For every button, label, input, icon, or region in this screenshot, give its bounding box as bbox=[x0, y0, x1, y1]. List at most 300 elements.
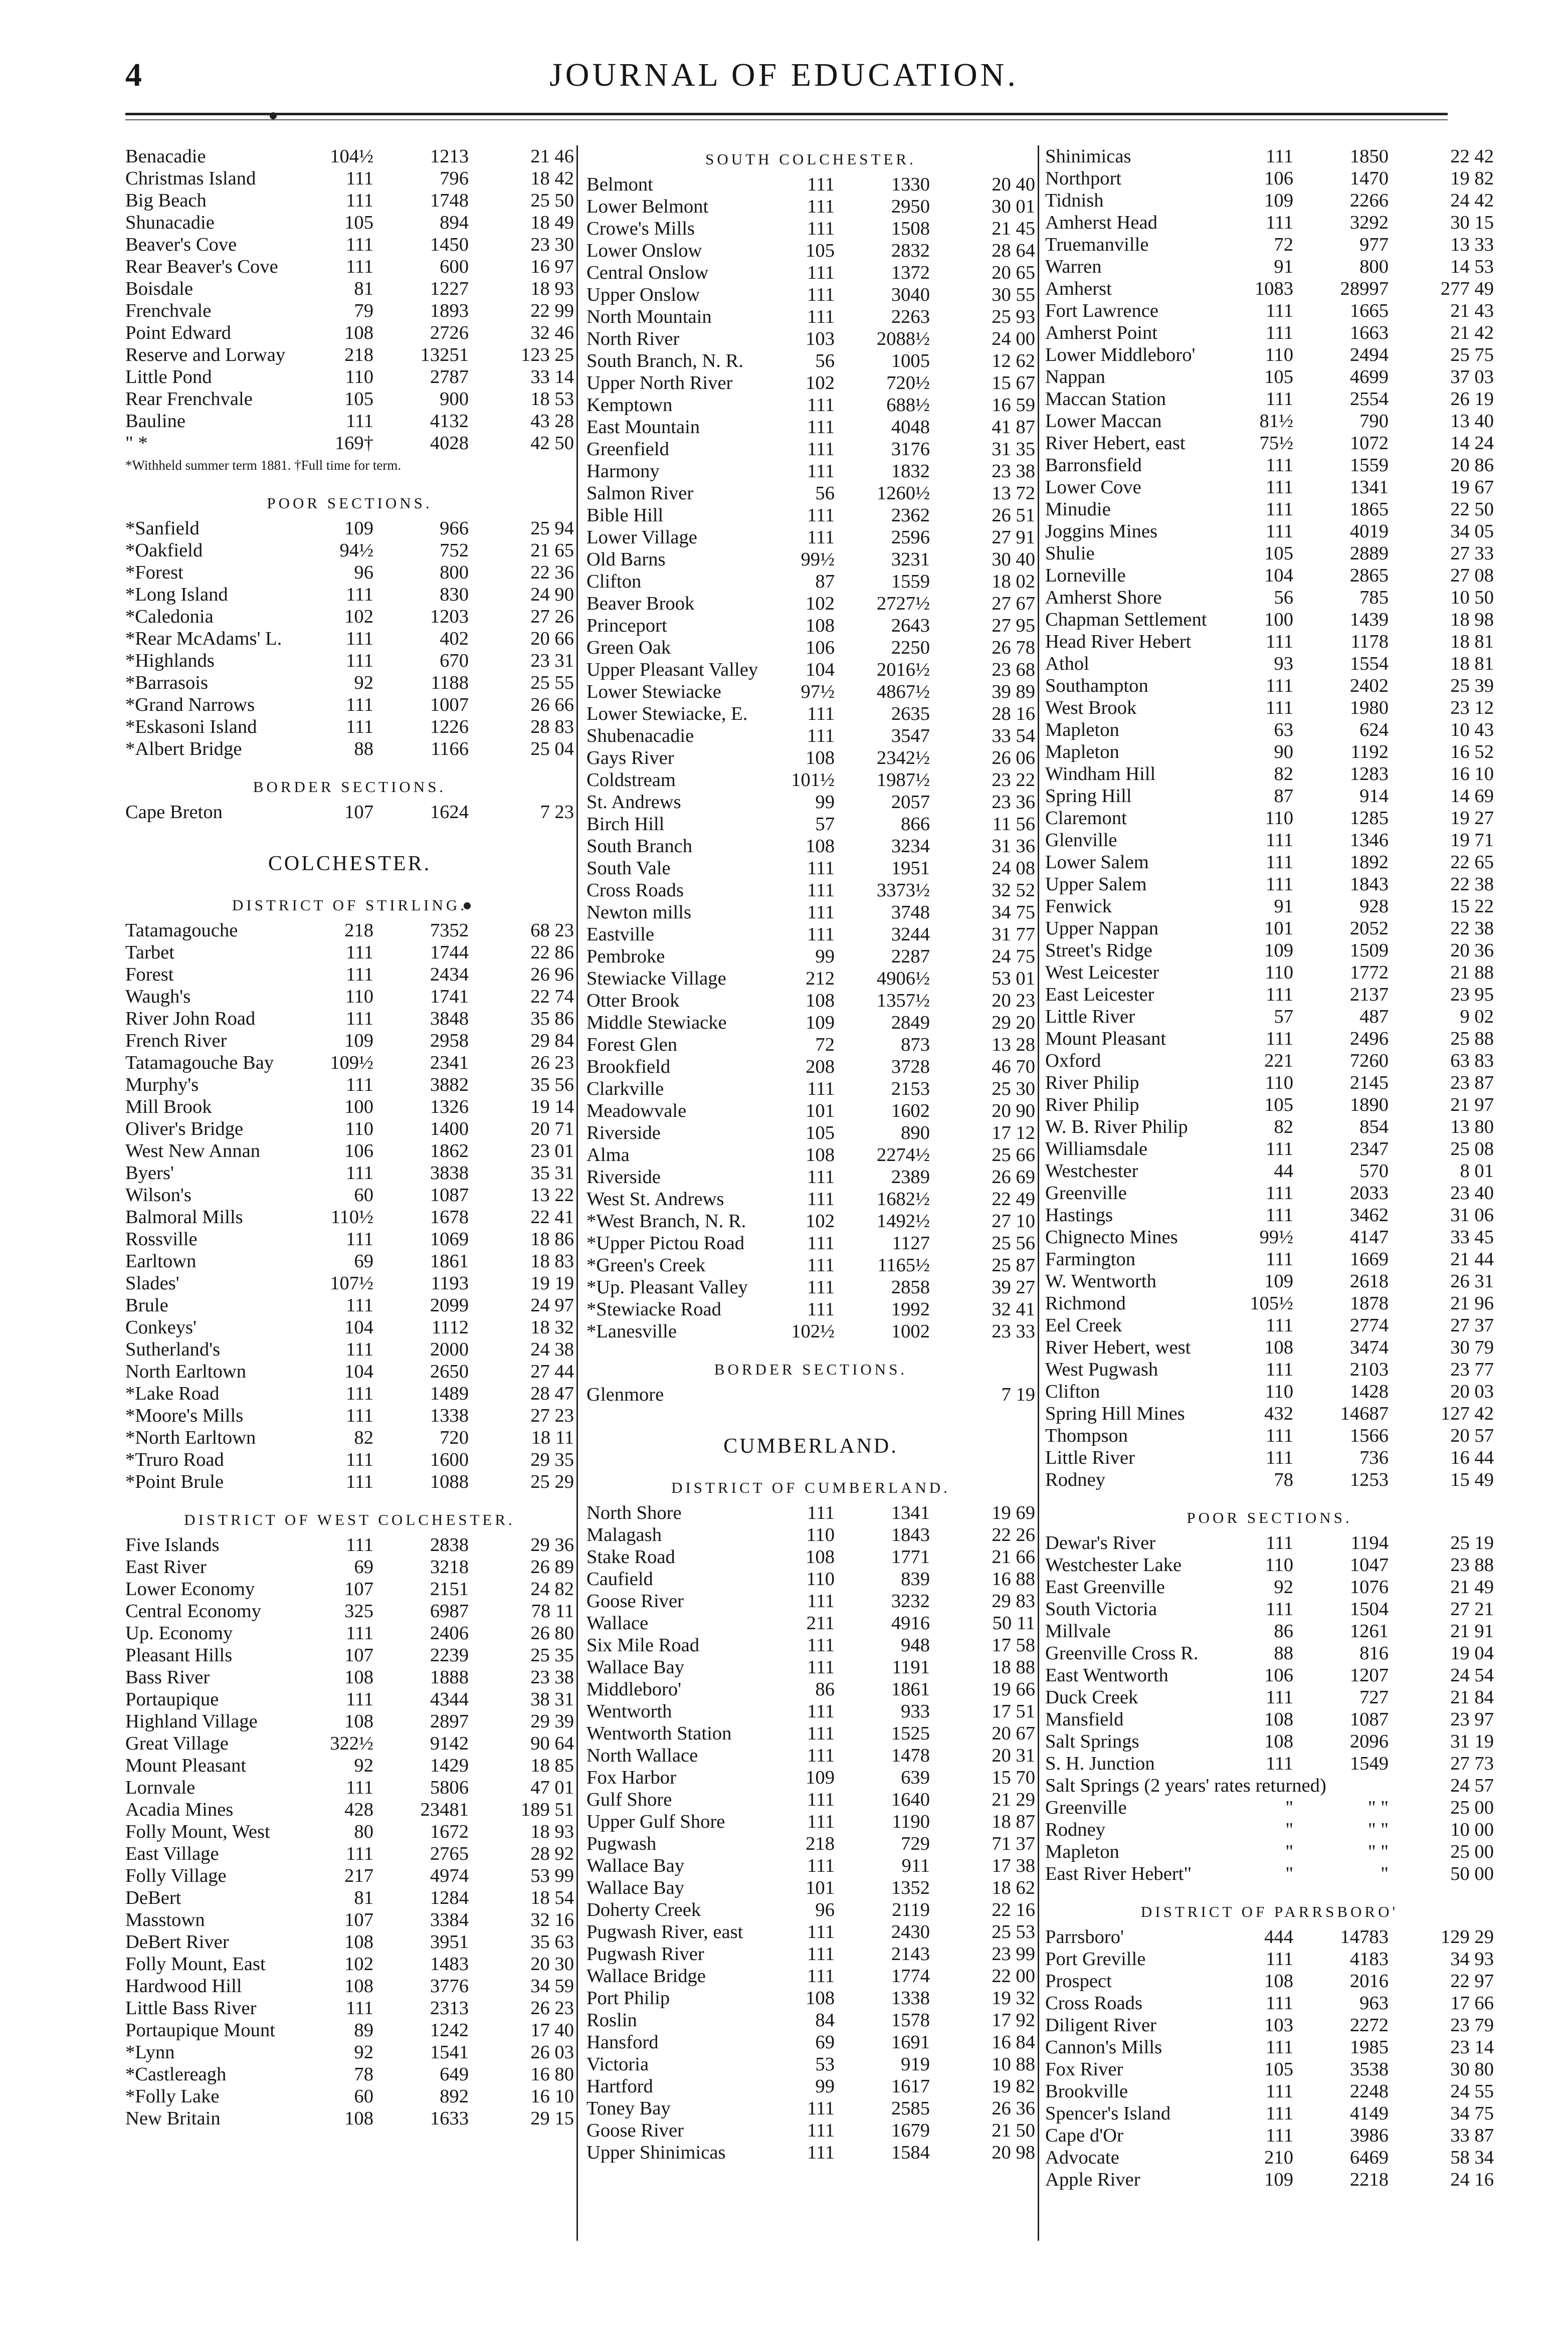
grant-amount: 16 97 bbox=[530, 256, 574, 277]
spacer bbox=[125, 760, 574, 773]
grant-amount: 16 88 bbox=[992, 1569, 1035, 1590]
days-taught: 111 bbox=[807, 1078, 835, 1099]
section-name: East River Hebert" bbox=[1045, 1863, 1192, 1884]
section-name: Lower Maccan bbox=[1045, 411, 1162, 432]
days-taught: 111 bbox=[1265, 1315, 1293, 1336]
attendance: 3232 bbox=[891, 1591, 930, 1612]
days-taught: 217 bbox=[344, 1865, 373, 1886]
grant-amount: 24 38 bbox=[530, 1339, 574, 1360]
table-row bbox=[1045, 1182, 1494, 1204]
section-name: Shulie bbox=[1045, 543, 1095, 564]
grant-amount: 35 86 bbox=[530, 1008, 574, 1029]
attendance: 1483 bbox=[430, 1954, 469, 1975]
attendance: 1890 bbox=[1349, 1094, 1389, 1115]
attendance: 1492½ bbox=[876, 1211, 930, 1232]
grant-amount: 277 49 bbox=[1440, 278, 1494, 299]
days-taught: 111 bbox=[1265, 984, 1293, 1005]
section-name: Glenmore bbox=[586, 1384, 664, 1405]
days-taught: 82 bbox=[354, 1427, 373, 1448]
section-name: Fox River bbox=[1045, 2059, 1123, 2080]
section-name: Forest bbox=[125, 964, 174, 985]
grant-amount: 22 49 bbox=[992, 1189, 1035, 1210]
section-name: South Vale bbox=[586, 858, 671, 879]
section-name: Hastings bbox=[1045, 1205, 1113, 1226]
days-taught: 108 bbox=[806, 615, 835, 636]
section-name: S. H. Junction bbox=[1045, 1753, 1155, 1774]
attendance: 966 bbox=[440, 518, 469, 539]
days-taught: 105 bbox=[1264, 366, 1293, 387]
days-taught: 111 bbox=[345, 1074, 373, 1095]
grant-amount: 18 83 bbox=[530, 1251, 574, 1272]
table-row bbox=[586, 1568, 1035, 1590]
attendance: " " bbox=[1367, 1819, 1389, 1840]
days-taught: 111 bbox=[807, 1789, 835, 1810]
table-row bbox=[125, 1316, 574, 1338]
section-name: Cape Breton bbox=[125, 802, 223, 823]
section-name: Wilson's bbox=[125, 1185, 191, 1206]
days-taught: 94½ bbox=[339, 540, 373, 561]
attendance: 6987 bbox=[430, 1601, 469, 1622]
section-name: Port Greville bbox=[1045, 1949, 1146, 1970]
days-taught: 108 bbox=[806, 747, 835, 768]
grant-amount: 21 46 bbox=[530, 146, 574, 167]
section-name: Mansfield bbox=[1045, 1709, 1124, 1730]
grant-amount: 35 56 bbox=[530, 1074, 574, 1095]
journal-title: JOURNAL OF EDUCATION. bbox=[549, 57, 1019, 93]
table-row bbox=[586, 1078, 1035, 1100]
attendance: 1372 bbox=[891, 262, 930, 283]
grant-amount: 23 40 bbox=[1450, 1183, 1494, 1204]
days-taught: 111 bbox=[807, 1277, 835, 1298]
days-taught: 78 bbox=[354, 2064, 373, 2085]
section-name: Prospect bbox=[1045, 1971, 1112, 1992]
table-row bbox=[125, 1997, 574, 2019]
grant-amount: 12 62 bbox=[992, 350, 1035, 371]
grant-amount: 29 20 bbox=[992, 1012, 1035, 1033]
attendance: 933 bbox=[901, 1701, 930, 1722]
table-row bbox=[125, 1184, 574, 1206]
section-name: South Branch bbox=[586, 836, 693, 857]
section-name: *Forest bbox=[125, 562, 183, 583]
section-name: Hardwood Hill bbox=[125, 1976, 242, 1997]
days-taught: 56 bbox=[815, 350, 835, 371]
section-name: *Caledonia bbox=[125, 606, 214, 627]
attendance: 3474 bbox=[1349, 1337, 1389, 1358]
section-name: Spring Hill bbox=[1045, 786, 1132, 807]
section-name: Williamsdale bbox=[1045, 1138, 1148, 1159]
attendance: 3373½ bbox=[876, 880, 930, 901]
section-name: Parrsboro' bbox=[1045, 1926, 1124, 1948]
attendance: 1165½ bbox=[877, 1255, 930, 1276]
section-name: South Branch, N. R. bbox=[586, 350, 743, 371]
grant-amount: 21 44 bbox=[1450, 1249, 1494, 1270]
attendance: 1843 bbox=[1349, 874, 1389, 895]
grant-amount: 18 98 bbox=[1450, 609, 1494, 630]
grant-amount: 33 14 bbox=[530, 366, 574, 387]
grant-amount: 18 85 bbox=[530, 1755, 574, 1776]
table-row bbox=[586, 879, 1035, 901]
attendance: 6469 bbox=[1349, 2147, 1389, 2168]
attendance: 7260 bbox=[1349, 1050, 1389, 1071]
grant-amount: 28 92 bbox=[530, 1843, 574, 1864]
attendance: 1980 bbox=[1349, 697, 1389, 718]
grant-amount: 26 19 bbox=[1450, 389, 1494, 410]
column-divider bbox=[1038, 145, 1039, 2241]
days-taught: 92 bbox=[354, 2042, 373, 2063]
table-row bbox=[1045, 432, 1494, 454]
table-row bbox=[1045, 167, 1494, 189]
table-row bbox=[586, 1855, 1035, 1877]
attendance: 727 bbox=[1359, 1687, 1389, 1708]
table-row bbox=[1045, 1469, 1494, 1491]
table-row bbox=[1045, 785, 1494, 807]
section-name: Goose River bbox=[586, 1591, 684, 1612]
section-name: Kemptown bbox=[586, 395, 673, 416]
section-name: *Grand Narrows bbox=[125, 694, 255, 715]
table-row bbox=[125, 1865, 574, 1887]
section-name: Wallace Bridge bbox=[586, 1966, 706, 1987]
days-taught: 111 bbox=[807, 2142, 835, 2163]
attendance: 3882 bbox=[430, 1074, 469, 1095]
attendance: 1665 bbox=[1349, 300, 1389, 321]
table-row bbox=[1045, 256, 1494, 278]
grant-amount: 47 01 bbox=[530, 1777, 574, 1798]
days-taught: 111 bbox=[345, 411, 373, 432]
days-taught: 111 bbox=[345, 1162, 373, 1184]
section-name: Wallace bbox=[586, 1613, 649, 1634]
attendance: 3040 bbox=[891, 284, 930, 305]
days-taught: 109 bbox=[806, 1767, 835, 1788]
section-name: Athol bbox=[1045, 653, 1089, 674]
section-name: Rodney bbox=[1045, 1819, 1106, 1840]
days-taught: 88 bbox=[354, 738, 373, 759]
grant-amount: 27 37 bbox=[1450, 1315, 1494, 1336]
attendance: 2765 bbox=[430, 1843, 469, 1864]
days-taught: 91 bbox=[1274, 896, 1293, 917]
section-name: Joggins Mines bbox=[1045, 521, 1157, 542]
attendance: 2137 bbox=[1349, 984, 1389, 1005]
grant-amount: 17 92 bbox=[992, 2010, 1035, 2031]
table-row bbox=[1045, 1753, 1494, 1775]
table-row bbox=[125, 1843, 574, 1865]
days-taught: 432 bbox=[1264, 1403, 1293, 1424]
attendance: 800 bbox=[440, 562, 469, 583]
days-taught: 111 bbox=[807, 1811, 835, 1832]
footnote: *Withheld summer term 1881. †Full time for term. bbox=[125, 458, 402, 473]
section-name: Birch Hill bbox=[586, 814, 665, 835]
table-row bbox=[1045, 1841, 1494, 1863]
section-name: Farmington bbox=[1045, 1249, 1136, 1270]
attendance: 1429 bbox=[430, 1755, 469, 1776]
days-taught: 111 bbox=[807, 439, 835, 460]
days-taught: 211 bbox=[806, 1613, 835, 1634]
table-row bbox=[1045, 189, 1494, 212]
section-name: Bible Hill bbox=[586, 505, 664, 526]
section-name: Wallace Bay bbox=[586, 1657, 685, 1678]
days-taught: 108 bbox=[1264, 1731, 1293, 1752]
attendance: 1341 bbox=[1349, 477, 1389, 498]
days-taught: 108 bbox=[344, 2108, 373, 2129]
table-row bbox=[125, 2085, 574, 2107]
days-taught: 111 bbox=[807, 461, 835, 482]
section-name: Eastville bbox=[586, 924, 654, 945]
grant-amount: 27 08 bbox=[1450, 565, 1494, 586]
days-taught: 53 bbox=[815, 2054, 835, 2075]
table-row bbox=[1045, 1576, 1494, 1598]
days-taught: 444 bbox=[1264, 1926, 1293, 1948]
attendance: 729 bbox=[901, 1833, 930, 1854]
section-name: Newton mills bbox=[586, 902, 691, 923]
attendance: 1207 bbox=[1349, 1665, 1389, 1686]
section-name: Millvale bbox=[1045, 1621, 1111, 1642]
section-name: Reserve and Lorway bbox=[125, 344, 286, 365]
section-heading: DISTRICT OF STIRLING. bbox=[232, 896, 468, 914]
grant-amount: 16 80 bbox=[530, 2064, 574, 2085]
grant-amount: 13 72 bbox=[992, 483, 1035, 504]
table-row bbox=[1045, 1116, 1494, 1138]
table-row bbox=[1045, 322, 1494, 344]
section-name: Fox Harbor bbox=[586, 1767, 676, 1788]
table-row bbox=[125, 410, 574, 432]
section-name: Coldstream bbox=[586, 769, 676, 791]
days-taught: 111 bbox=[345, 942, 373, 963]
days-taught: 325 bbox=[344, 1601, 373, 1622]
attendance: 1346 bbox=[1349, 830, 1389, 851]
table-row bbox=[125, 366, 574, 388]
attendance: 2838 bbox=[430, 1534, 469, 1556]
attendance: " " bbox=[1367, 1797, 1389, 1818]
table-row bbox=[586, 1700, 1035, 1722]
section-name: Glenville bbox=[1045, 830, 1117, 851]
grant-amount: 28 16 bbox=[992, 703, 1035, 724]
grant-amount: 23 68 bbox=[992, 659, 1035, 680]
table-row bbox=[586, 1144, 1035, 1166]
section-name: Lower Belmont bbox=[586, 196, 709, 217]
days-taught: 79 bbox=[354, 300, 373, 321]
days-taught: 111 bbox=[1265, 631, 1293, 652]
grant-amount: 17 12 bbox=[992, 1122, 1035, 1143]
table-row bbox=[586, 637, 1035, 659]
days-taught: 111 bbox=[345, 716, 373, 737]
days-taught: 97½ bbox=[801, 681, 835, 702]
grant-amount: 19 66 bbox=[992, 1679, 1035, 1700]
grant-amount: 63 83 bbox=[1450, 1050, 1494, 1071]
table-row bbox=[125, 584, 574, 606]
section-name: Belmont bbox=[586, 174, 653, 195]
days-taught: 111 bbox=[1265, 2081, 1293, 2102]
grant-amount: 189 51 bbox=[520, 1799, 574, 1820]
grant-amount: 25 93 bbox=[992, 306, 1035, 327]
days-taught: 111 bbox=[345, 964, 373, 985]
grant-amount: 20 30 bbox=[530, 1954, 574, 1975]
section-name: Shinimicas bbox=[1045, 146, 1131, 167]
section-name: South Victoria bbox=[1045, 1599, 1157, 1620]
section-name: *Truro Road bbox=[125, 1449, 224, 1470]
grant-amount: 29 83 bbox=[992, 1591, 1035, 1612]
grant-amount: 21 88 bbox=[1450, 962, 1494, 983]
attendance: 1509 bbox=[1349, 940, 1389, 961]
days-taught: 111 bbox=[1265, 1359, 1293, 1380]
section-name: Gulf Shore bbox=[586, 1789, 672, 1810]
days-taught: 81½ bbox=[1259, 411, 1293, 432]
attendance: 2341 bbox=[430, 1052, 469, 1073]
attendance: 5806 bbox=[430, 1777, 469, 1798]
page-number: 4 bbox=[125, 57, 142, 93]
section-name: River Hebert, east bbox=[1045, 433, 1186, 454]
attendance: 2958 bbox=[430, 1030, 469, 1051]
grant-amount: 20 86 bbox=[1450, 455, 1494, 476]
grant-amount: 13 80 bbox=[1450, 1116, 1494, 1137]
attendance: 2950 bbox=[891, 196, 930, 217]
table-row bbox=[586, 218, 1035, 240]
table-row bbox=[586, 284, 1035, 306]
days-taught: 110 bbox=[1265, 1381, 1293, 1402]
section-name: *Rear McAdams' L. bbox=[125, 628, 282, 649]
section-name: *Lake Road bbox=[125, 1383, 220, 1404]
attendance: 2119 bbox=[892, 1899, 930, 1920]
grant-amount: 19 04 bbox=[1450, 1643, 1494, 1664]
table-row bbox=[125, 1887, 574, 1909]
table-row bbox=[1045, 873, 1494, 895]
grant-amount: 19 19 bbox=[530, 1273, 574, 1294]
grant-amount: 33 54 bbox=[992, 725, 1035, 746]
grant-amount: 35 31 bbox=[530, 1162, 574, 1184]
section-name: *Stewiacke Road bbox=[586, 1299, 721, 1320]
spacer bbox=[586, 1406, 1035, 1419]
attendance: 963 bbox=[1359, 1993, 1389, 2014]
table-row bbox=[125, 1449, 574, 1471]
section-name: Brookfield bbox=[586, 1056, 671, 1077]
grant-amount: 21 65 bbox=[530, 540, 574, 561]
table-row bbox=[125, 539, 574, 561]
section-name: Northport bbox=[1045, 168, 1122, 189]
grant-amount: 9 02 bbox=[1460, 1006, 1494, 1027]
days-taught: 96 bbox=[815, 1899, 835, 1920]
table-row bbox=[125, 2107, 574, 2129]
table-row bbox=[1045, 631, 1494, 653]
days-taught: 111 bbox=[1265, 300, 1293, 321]
grant-amount: 22 36 bbox=[530, 562, 574, 583]
section-name: Fenwick bbox=[1045, 896, 1112, 917]
days-taught: 110 bbox=[1265, 344, 1293, 365]
section-name: Diligent River bbox=[1045, 2015, 1156, 2036]
days-taught: 82 bbox=[1274, 763, 1293, 785]
section-name: North Earltown bbox=[125, 1361, 247, 1382]
column-middle bbox=[586, 145, 1035, 2164]
grant-amount: 20 23 bbox=[992, 990, 1035, 1011]
attendance: 1985 bbox=[1349, 2037, 1389, 2058]
days-taught: 111 bbox=[345, 1383, 373, 1404]
grant-amount: 26 51 bbox=[992, 505, 1035, 526]
days-taught: 57 bbox=[815, 814, 835, 835]
grant-amount: 17 51 bbox=[992, 1701, 1035, 1722]
days-taught: 81 bbox=[354, 1887, 373, 1908]
section-name: Amherst Head bbox=[1045, 212, 1157, 233]
section-name: Barronsfield bbox=[1045, 455, 1142, 476]
table-row bbox=[125, 1821, 574, 1843]
days-taught: 109 bbox=[344, 518, 373, 539]
attendance: 670 bbox=[440, 650, 469, 671]
attendance: 3462 bbox=[1349, 1205, 1389, 1226]
attendance: 2362 bbox=[891, 505, 930, 526]
section-name: *Upper Pictou Road bbox=[586, 1233, 745, 1254]
grant-amount: 24 97 bbox=[530, 1295, 574, 1316]
section-name: Beaver Brook bbox=[586, 593, 695, 614]
attendance: 1865 bbox=[1349, 499, 1389, 520]
attendance: 1861 bbox=[430, 1251, 469, 1272]
section-name: St. Andrews bbox=[586, 792, 681, 813]
attendance: 1600 bbox=[430, 1449, 469, 1470]
attendance: 1832 bbox=[891, 461, 930, 482]
grant-amount: 13 40 bbox=[1450, 411, 1494, 432]
attendance: 4906½ bbox=[876, 968, 930, 989]
attendance: 3218 bbox=[430, 1557, 469, 1578]
days-taught: " bbox=[1285, 1863, 1293, 1884]
attendance: 2313 bbox=[430, 1998, 469, 2019]
table-row bbox=[586, 1634, 1035, 1656]
attendance: 1549 bbox=[1349, 1753, 1389, 1774]
grant-amount: 24 57 bbox=[1450, 1775, 1494, 1796]
grant-amount: 23 33 bbox=[992, 1321, 1035, 1342]
days-taught: 93 bbox=[1274, 653, 1293, 674]
days-taught: 108 bbox=[344, 1976, 373, 1997]
table-row bbox=[1045, 344, 1494, 366]
grant-amount: 27 23 bbox=[530, 1405, 574, 1426]
section-name: Maccan Station bbox=[1045, 389, 1166, 410]
days-taught: 111 bbox=[807, 527, 835, 548]
grant-amount: 17 40 bbox=[530, 2020, 574, 2041]
grant-amount: 32 52 bbox=[992, 880, 1035, 901]
grant-amount: 25 55 bbox=[530, 672, 574, 693]
grant-amount: 20 40 bbox=[992, 174, 1035, 195]
days-taught: 92 bbox=[354, 1755, 373, 1776]
section-name: Fort Lawrence bbox=[1045, 300, 1159, 321]
grant-amount: 19 69 bbox=[992, 1502, 1035, 1523]
attendance: 1112 bbox=[431, 1317, 469, 1338]
table-row bbox=[1045, 1138, 1494, 1160]
table-row bbox=[586, 438, 1035, 460]
attendance: 4974 bbox=[430, 1865, 469, 1886]
section-name: Hartford bbox=[586, 2076, 653, 2097]
days-taught: 108 bbox=[1264, 1709, 1293, 1730]
days-taught: 111 bbox=[1265, 675, 1293, 696]
attendance: 1330 bbox=[891, 174, 930, 195]
table-row bbox=[586, 262, 1035, 284]
table-row bbox=[586, 1921, 1035, 1943]
attendance: 1748 bbox=[430, 190, 469, 211]
section-name: Claremont bbox=[1045, 808, 1127, 829]
grant-amount: 25 66 bbox=[992, 1144, 1035, 1166]
section-name: Upper Gulf Shore bbox=[586, 1811, 725, 1832]
table-row bbox=[1045, 1664, 1494, 1686]
attendance: 919 bbox=[901, 2054, 930, 2075]
attendance: 1260½ bbox=[876, 483, 930, 504]
days-taught: 99½ bbox=[801, 549, 835, 570]
section-name: Mapleton bbox=[1045, 741, 1119, 762]
grant-amount: 23 36 bbox=[992, 792, 1035, 813]
grant-amount: 18 02 bbox=[992, 571, 1035, 592]
section-name: Rossville bbox=[125, 1229, 198, 1250]
days-taught: 110 bbox=[1265, 1072, 1293, 1093]
grant-amount: 16 52 bbox=[1450, 741, 1494, 762]
days-taught: 101 bbox=[1264, 918, 1293, 939]
days-taught: 100 bbox=[344, 1096, 373, 1117]
attendance: 3951 bbox=[430, 1931, 469, 1953]
attendance: 570 bbox=[1359, 1160, 1389, 1182]
table-row bbox=[586, 1502, 1035, 1524]
section-name: Forest Glen bbox=[586, 1034, 678, 1055]
section-name: *Castlereagh bbox=[125, 2064, 227, 2085]
